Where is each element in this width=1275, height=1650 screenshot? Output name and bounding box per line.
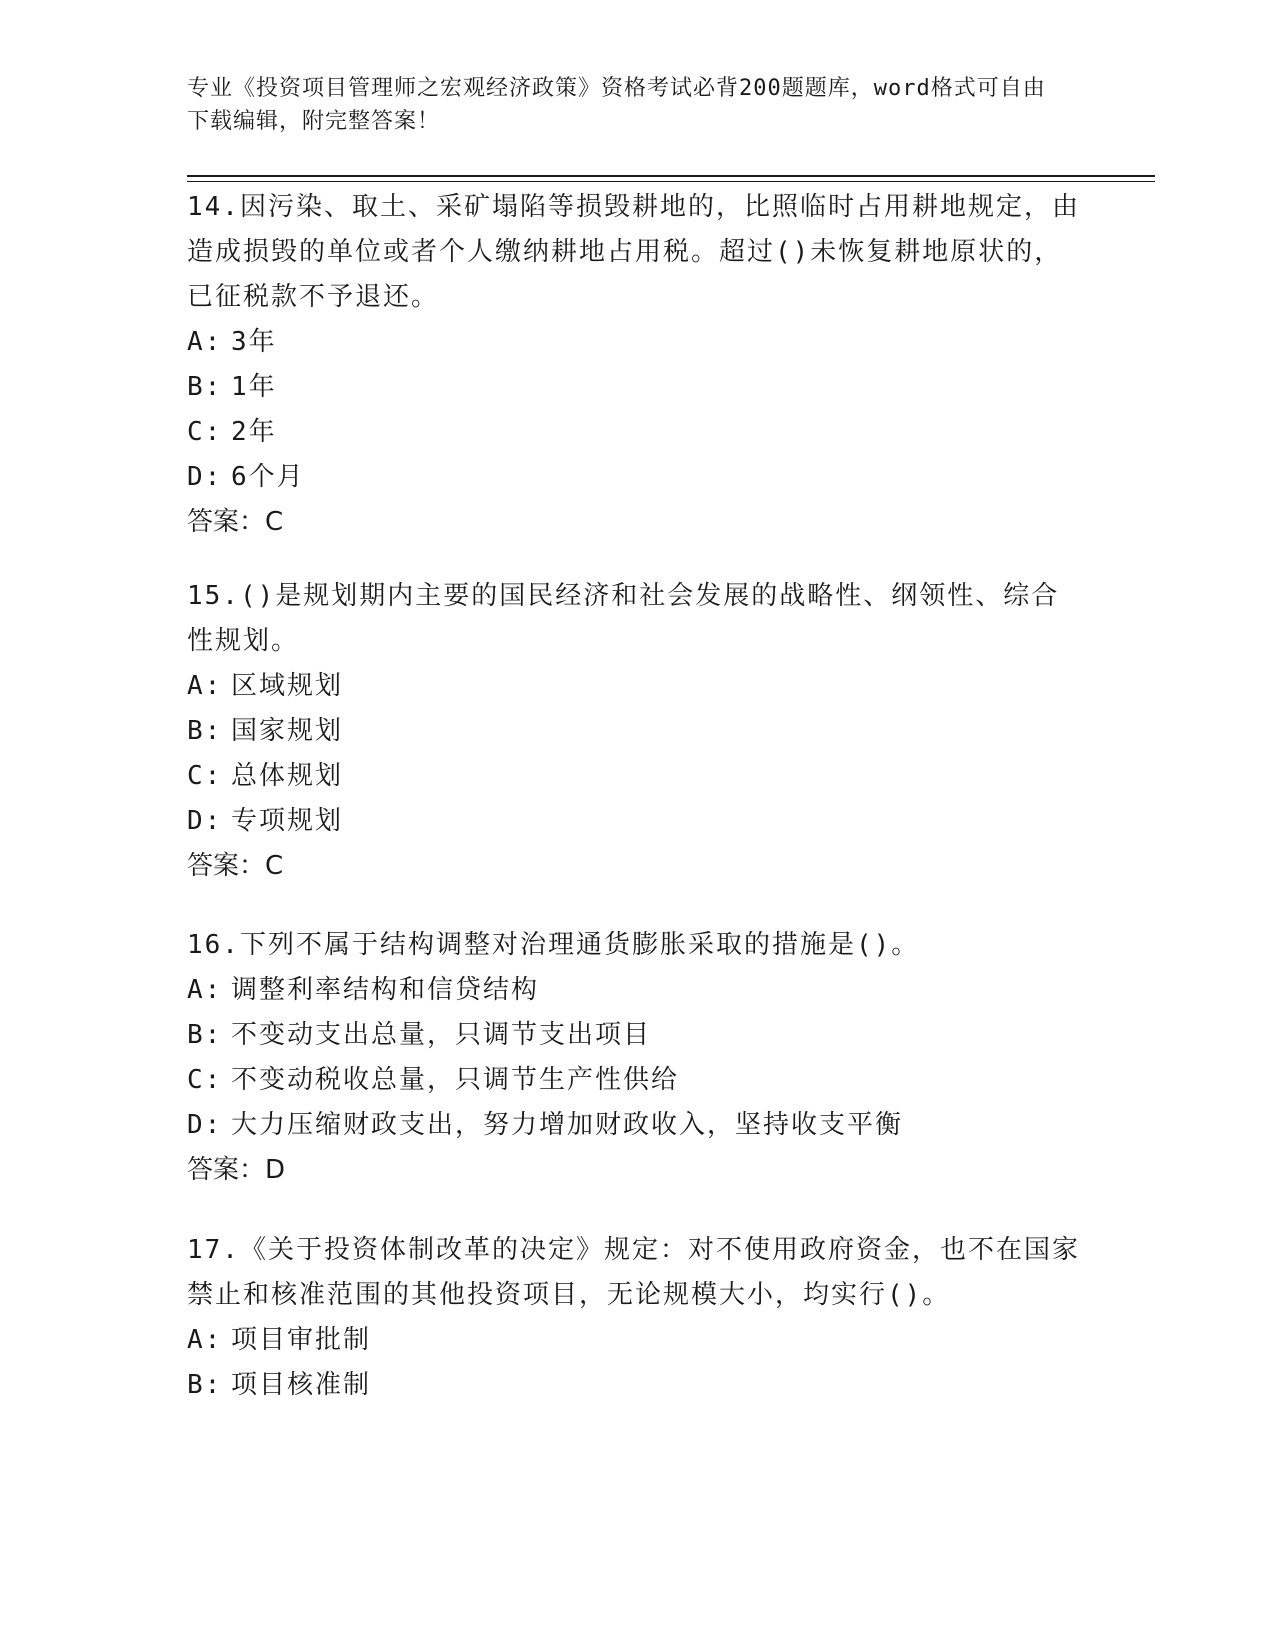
question-17 <box>187 1228 1087 1408</box>
option-text: 大力压缩财政支出，努力增加财政收入，坚持收支平衡 <box>231 1110 904 1140</box>
option-label: B: <box>187 372 223 402</box>
option-label: A: <box>187 327 223 357</box>
option-d <box>187 1103 1087 1148</box>
option-label: D: <box>187 1110 223 1140</box>
option-label: C: <box>187 761 223 791</box>
option-a <box>187 968 1087 1013</box>
option-a <box>187 1318 1087 1363</box>
option-text: 3年 <box>231 327 277 357</box>
option-b <box>187 1363 1087 1408</box>
option-label: A: <box>187 1325 223 1355</box>
option-text: 6个月 <box>231 462 305 492</box>
option-text: 项目核准制 <box>231 1370 372 1400</box>
answer-line: 答案：C <box>187 851 284 881</box>
option-b <box>187 1013 1087 1058</box>
option-text: 1年 <box>231 372 277 402</box>
option-label: B: <box>187 1370 223 1400</box>
option-c <box>187 754 1087 799</box>
option-d <box>187 455 1087 500</box>
option-text: 不变动税收总量，只调节生产性供给 <box>231 1065 680 1095</box>
option-label: C: <box>187 1065 223 1095</box>
question-16 <box>187 923 1087 1193</box>
question-15 <box>187 574 1087 889</box>
option-b <box>187 365 1087 410</box>
option-label: D: <box>187 462 223 492</box>
document-header <box>187 72 1067 138</box>
option-label: A: <box>187 975 223 1005</box>
option-c <box>187 410 1087 455</box>
option-label: A: <box>187 671 223 701</box>
option-label: B: <box>187 1020 223 1050</box>
option-d <box>187 799 1087 844</box>
question-14 <box>187 185 1087 545</box>
option-text: 调整利率结构和信贷结构 <box>231 975 540 1005</box>
option-text: 区域规划 <box>231 671 344 701</box>
option-c <box>187 1058 1087 1103</box>
option-label: C: <box>187 417 223 447</box>
option-label: D: <box>187 806 223 836</box>
question-stem: 17.《关于投资体制改革的决定》规定：对不使用政府资金，也不在国家禁止和核准范围的其他投资项目，无论规模大小，均实行()。 <box>187 1235 1080 1310</box>
question-stem: 15.()是规划期内主要的国民经济和社会发展的战略性、纲领性、综合性规划。 <box>187 581 1060 656</box>
header-intro-text: 专业《投资项目管理师之宏观经济政策》资格考试必背200题题库，word格式可自由下载编辑，附完整答案！ <box>187 76 1046 134</box>
option-text: 国家规划 <box>231 716 344 746</box>
answer-line: 答案：D <box>187 1155 286 1185</box>
answer-line: 答案：C <box>187 507 284 537</box>
question-stem: 16.下列不属于结构调整对治理通货膨胀采取的措施是()。 <box>187 930 920 960</box>
option-a <box>187 664 1087 709</box>
option-text: 专项规划 <box>231 806 344 836</box>
option-label: B: <box>187 716 223 746</box>
option-a <box>187 320 1087 365</box>
option-text: 项目审批制 <box>231 1325 372 1355</box>
question-stem: 14.因污染、取土、采矿塌陷等损毁耕地的，比照临时占用耕地规定，由造成损毁的单位或者个人缴纳耕地占用税。超过()未恢复耕地原状的，已征税款不予退还。 <box>187 192 1080 312</box>
option-b <box>187 709 1087 754</box>
header-divider-thick <box>187 175 1155 177</box>
option-text: 2年 <box>231 417 277 447</box>
option-text: 总体规划 <box>231 761 344 791</box>
option-text: 不变动支出总量，只调节支出项目 <box>231 1020 652 1050</box>
header-divider-thin <box>187 181 1155 182</box>
